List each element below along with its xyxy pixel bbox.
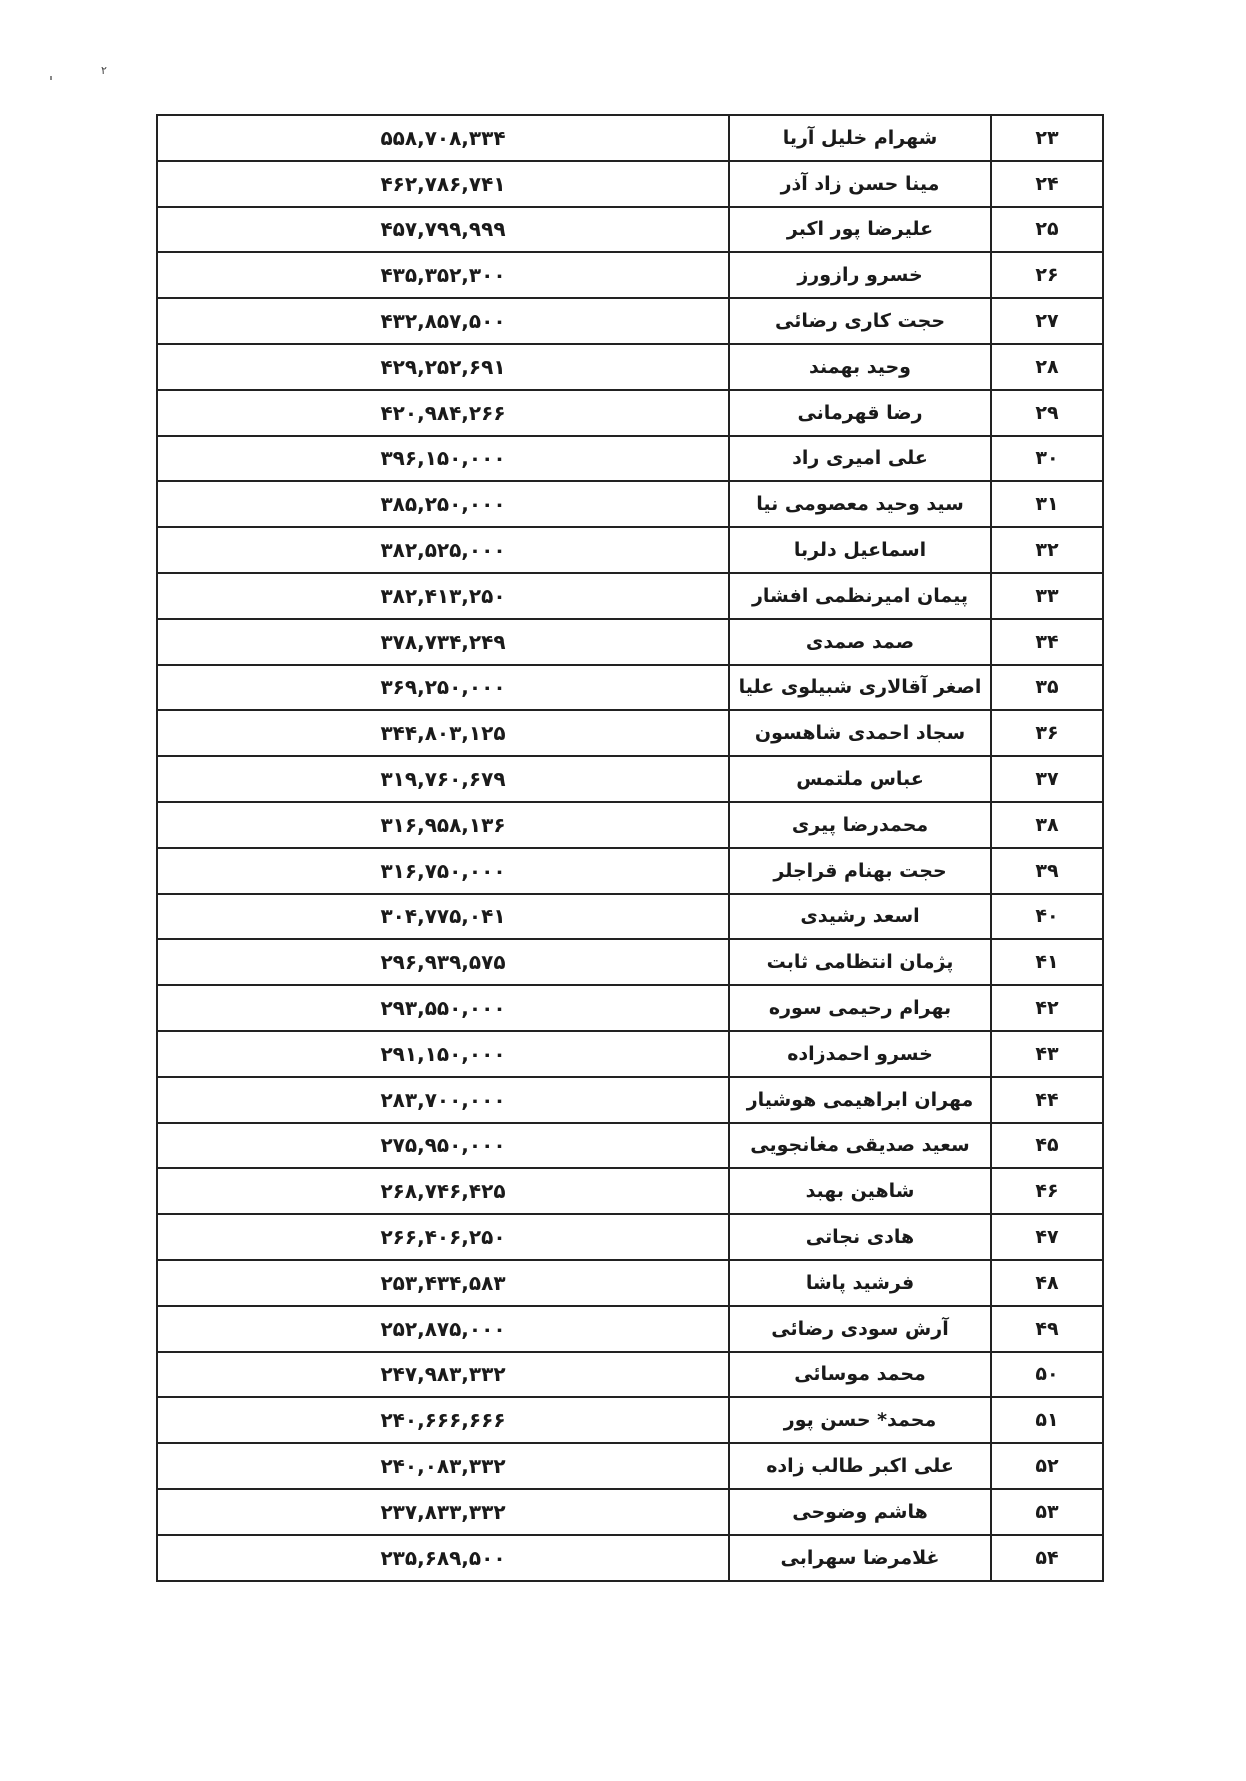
row-number: ۴۱ [990,940,1102,984]
row-number: ۴۲ [990,986,1102,1030]
amount: ۲۶۸,۷۴۶,۴۲۵ [380,1179,506,1204]
row-number: ۲۵ [990,208,1102,252]
amount: ۳۱۹,۷۶۰,۶۷۹ [380,767,506,792]
row-number: ۴۹ [990,1307,1102,1351]
amount: ۳۸۵,۲۵۰,۰۰۰ [380,492,506,517]
amount: ۲۸۳,۷۰۰,۰۰۰ [380,1087,506,1112]
table-row [158,1353,1102,1399]
table-row [158,620,1102,666]
row-number: ۲۶ [990,253,1102,297]
person-name: علی امیری راد [728,437,990,481]
row-number: ۳۰ [990,437,1102,481]
amount: ۳۸۲,۴۱۳,۲۵۰ [380,583,506,608]
table-row [158,940,1102,986]
row-number: ۴۸ [990,1261,1102,1305]
person-name: محمدرضا پیری [728,803,990,847]
amount: ۲۶۶,۴۰۶,۲۵۰ [380,1225,506,1250]
person-name: اسماعیل دلربا [728,528,990,572]
row-number: ۵۳ [990,1490,1102,1534]
row-number: ۲۸ [990,345,1102,389]
row-number: ۳۷ [990,757,1102,801]
amount: ۲۳۷,۸۳۳,۳۳۲ [380,1499,506,1524]
amount: ۳۷۸,۷۳۴,۲۴۹ [380,629,506,654]
person-name: رضا قهرمانی [728,391,990,435]
person-name: بهرام رحیمی سوره [728,986,990,1030]
person-name: حجت کاری رضائی [728,299,990,343]
table-row [158,849,1102,895]
table-row [158,895,1102,941]
table-row [158,803,1102,849]
amount: ۴۶۲,۷۸۶,۷۴۱ [380,171,506,196]
table-row [158,1444,1102,1490]
person-name: هادی نجاتی [728,1215,990,1259]
table-row [158,208,1102,254]
table-row [158,162,1102,208]
table-row [158,666,1102,712]
person-name: اسعد رشیدی [728,895,990,939]
row-number: ۴۰ [990,895,1102,939]
amount: ۳۸۲,۵۲۵,۰۰۰ [380,538,506,563]
table-row [158,345,1102,391]
amount: ۲۵۳,۴۳۴,۵۸۳ [380,1270,506,1295]
amount: ۲۹۶,۹۳۹,۵۷۵ [380,950,506,975]
row-number: ۴۷ [990,1215,1102,1259]
amount: ۴۲۰,۹۸۴,۲۶۶ [380,400,506,425]
person-name: علی اکبر طالب زاده [728,1444,990,1488]
amount: ۴۲۹,۲۵۲,۶۹۱ [380,354,506,379]
person-name: پیمان امیرنظمی افشار [728,574,990,618]
person-name: محمد* حسن پور [728,1398,990,1442]
table-row [158,253,1102,299]
row-number: ۲۹ [990,391,1102,435]
person-name: شاهین بهبد [728,1169,990,1213]
person-name: پژمان انتظامی ثابت [728,940,990,984]
amount: ۲۷۵,۹۵۰,۰۰۰ [380,1133,506,1158]
amount: ۴۵۷,۷۹۹,۹۹۹ [380,217,506,242]
person-name: صمد صمدی [728,620,990,664]
person-name: خسرو رازورز [728,253,990,297]
row-number: ۳۴ [990,620,1102,664]
person-name: خسرو احمدزاده [728,1032,990,1076]
row-number: ۳۶ [990,711,1102,755]
row-number: ۳۲ [990,528,1102,572]
scan-mark [50,76,52,80]
person-name: شهرام خلیل آریا [728,116,990,160]
person-name: وحید بهمند [728,345,990,389]
amount: ۳۶۹,۲۵۰,۰۰۰ [380,675,506,700]
amount: ۲۳۵,۶۸۹,۵۰۰ [380,1545,506,1570]
table-row [158,574,1102,620]
row-number: ۳۸ [990,803,1102,847]
table-row [158,528,1102,574]
amount: ۳۱۶,۷۵۰,۰۰۰ [380,858,506,883]
person-name: محمد موسائی [728,1353,990,1397]
table-row [158,1307,1102,1353]
row-number: ۵۴ [990,1536,1102,1580]
row-number: ۳۵ [990,666,1102,710]
person-name: عباس ملتمس [728,757,990,801]
table-row [158,1261,1102,1307]
person-name: حجت بهنام قراجلر [728,849,990,893]
row-number: ۵۰ [990,1353,1102,1397]
table-row [158,299,1102,345]
person-name: هاشم وضوحی [728,1490,990,1534]
person-name: مهران ابراهیمی هوشیار [728,1078,990,1122]
person-name: علیرضا پور اکبر [728,208,990,252]
row-number: ۲۷ [990,299,1102,343]
table-row [158,1490,1102,1536]
table-row [158,1215,1102,1261]
table-row [158,757,1102,803]
amount: ۲۵۲,۸۷۵,۰۰۰ [380,1316,506,1341]
row-number: ۴۴ [990,1078,1102,1122]
amount: ۳۱۶,۹۵۸,۱۳۶ [380,812,506,837]
row-number: ۴۵ [990,1124,1102,1168]
amount: ۲۴۷,۹۸۳,۳۳۲ [380,1362,506,1387]
person-name: اصغر آقالاری شبیلوی علیا [728,666,990,710]
table-row [158,1169,1102,1215]
table-row [158,711,1102,757]
amount: ۳۰۴,۷۷۵,۰۴۱ [380,904,506,929]
table-row [158,391,1102,437]
recipients-table [156,114,1104,1582]
page-number: ۲ [101,64,107,77]
row-number: ۳۹ [990,849,1102,893]
amount: ۵۵۸,۷۰۸,۳۳۴ [380,125,506,150]
amount: ۲۴۰,۶۶۶,۶۶۶ [380,1408,506,1433]
table-row [158,116,1102,162]
row-number: ۲۳ [990,116,1102,160]
row-number: ۴۶ [990,1169,1102,1213]
table-row [158,1398,1102,1444]
amount: ۴۳۵,۳۵۲,۳۰۰ [380,263,506,288]
person-name: آرش سودی رضائی [728,1307,990,1351]
person-name: سید وحید معصومی نیا [728,482,990,526]
row-number: ۲۴ [990,162,1102,206]
amount: ۲۹۱,۱۵۰,۰۰۰ [380,1041,506,1066]
person-name: غلامرضا سهرابی [728,1536,990,1580]
person-name: فرشید پاشا [728,1261,990,1305]
amount: ۳۴۴,۸۰۳,۱۲۵ [380,721,506,746]
row-number: ۳۱ [990,482,1102,526]
amount: ۳۹۶,۱۵۰,۰۰۰ [380,446,506,471]
row-number: ۵۲ [990,1444,1102,1488]
table-row [158,986,1102,1032]
table-row [158,482,1102,528]
person-name: سعید صدیقی مغانجویی [728,1124,990,1168]
person-name: مینا حسن زاد آذر [728,162,990,206]
table-row [158,1032,1102,1078]
amount: ۴۳۲,۸۵۷,۵۰۰ [380,309,506,334]
amount: ۲۹۳,۵۵۰,۰۰۰ [380,996,506,1021]
table-row [158,1078,1102,1124]
amount: ۲۴۰,۰۸۳,۳۳۲ [380,1454,506,1478]
person-name: سجاد احمدی شاهسون [728,711,990,755]
table-row [158,1536,1102,1582]
row-number: ۵۱ [990,1398,1102,1442]
table-row [158,437,1102,483]
table-row [158,1124,1102,1170]
row-number: ۳۳ [990,574,1102,618]
row-number: ۴۳ [990,1032,1102,1076]
